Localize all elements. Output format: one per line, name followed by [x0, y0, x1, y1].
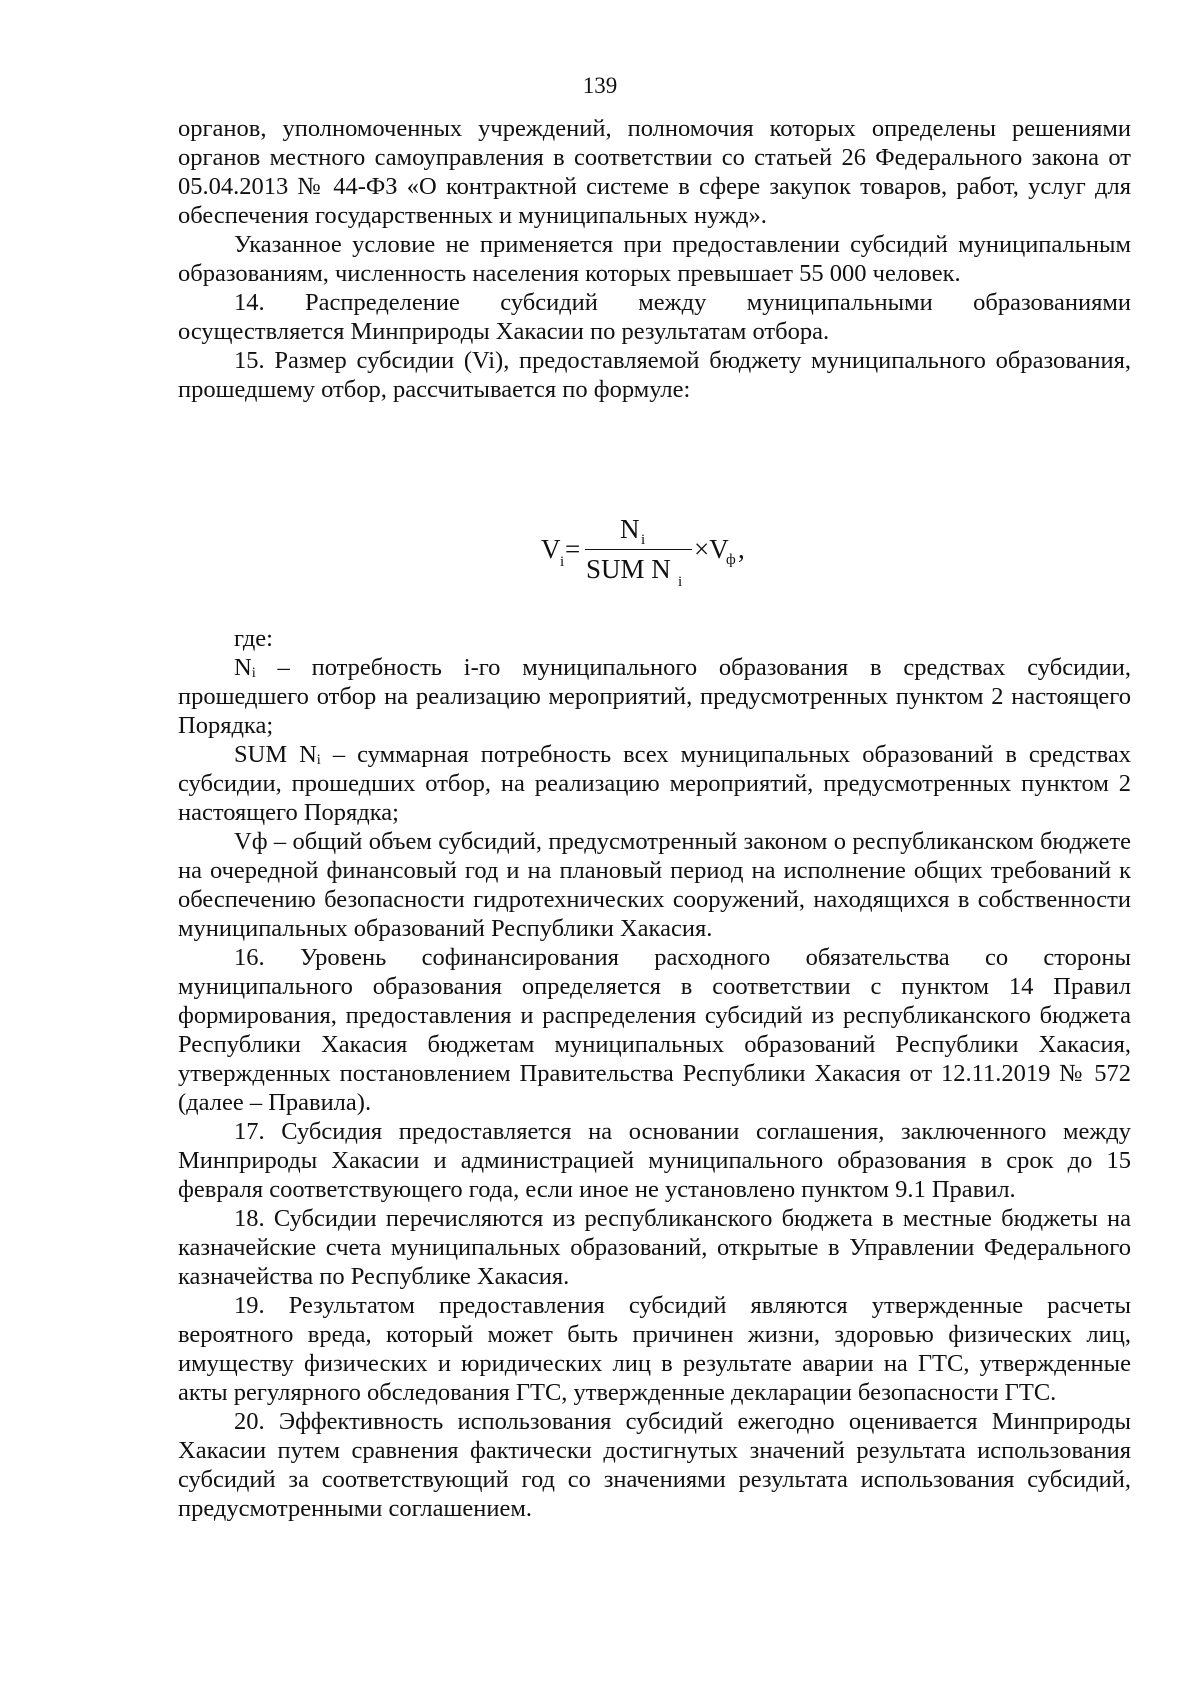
paragraph-where: где:	[234, 625, 273, 652]
paragraph-18: 18. Субсидии перечисляются из республиканского бюджета в местные бюджеты на казначейские счета муниципальных образований, открытые в Управлении Федерального казначейства по Республике Хакасия.	[178, 1205, 1131, 1290]
paragraph-19: 19. Результатом предоставления субсидий являются утвержденные расчеты вероятного вреда, который может быть причинен жизни, здоровью физических лиц, имуществу физических и юридических лиц в результате аварии на ГТС, утвержденные акты регулярного обследования ГТС, утвержденные декларации безопасности ГТС.	[178, 1292, 1131, 1406]
definition-sum-ni: SUM Nᵢ – суммарная потребность всех муниципальных образований в средствах субсидии, прошедших отбор, на реализацию мероприятий, предусмотренных пунктом 2 настоящего Порядка;	[178, 741, 1131, 826]
formula-fraction-bar	[585, 549, 692, 550]
definition-vf: Vф – общий объем субсидий, предусмотренный законом о республиканском бюджете на очередной финансовый год и на плановый период на исполнение общих требований к обеспечению безопасности гидротехнических сооружений, находящихся в собственности муниципальных образований Республики Хакасия.	[178, 828, 1131, 942]
paragraph-14: 14. Распределение субсидий между муниципальными образованиями осуществляется Минприроды Хакасии по результатам отбора.	[178, 289, 1131, 345]
formula-times-v: ×V	[694, 534, 729, 564]
formula-lhs-v: V	[541, 534, 561, 564]
formula-numerator-subscript: i	[641, 532, 646, 548]
formula-rhs-subscript: ф	[726, 552, 736, 568]
paragraph-16: 16. Уровень софинансирования расходного обязательства со стороны муниципального образования определяется в соответствии с пунктом 14 Правил формирования, предоставления и распределения субсидий из республиканского бюджета Республики Хакасия бюджетам муниципальных образований Республики Хакасия, утвержденных постановлением Правительства Республики Хакасия от 12.11.2019 № 572 (далее – Правила).	[178, 944, 1131, 1116]
paragraph-condition-note: Указанное условие не применяется при предоставлении субсидий муниципальным образованиям, численность населения которых превышает 55 000 человек.	[178, 231, 1131, 287]
subsidy-formula	[0, 512, 1200, 592]
formula-lhs-subscript: i	[560, 554, 565, 570]
text-block-bottom	[178, 624, 1131, 1523]
formula-denominator-subscript: i	[678, 574, 683, 590]
definition-ni: Nᵢ – потребность i-го муниципального образования в средствах субсидии, прошедшего отбор на реализацию мероприятий, предусмотренных пунктом 2 настоящего Порядка;	[178, 654, 1131, 739]
text-block-top	[178, 114, 1131, 404]
page-number: 139	[582, 73, 618, 98]
formula-comma: ,	[738, 534, 745, 564]
paragraph-17: 17. Субсидия предоставляется на основании соглашения, заключенного между Минприроды Хакасии и администрацией муниципального образования в срок до 15 февраля соответствующего года, если иное не установлено пунктом 9.1 Правил.	[178, 1118, 1131, 1203]
paragraph-20: 20. Эффективность использования субсидий ежегодно оценивается Минприроды Хакасии путем сравнения фактически достигнутых значений результата использования субсидий за соответствующий год со значениями результата использования субсидий, предусмотренными соглашением.	[178, 1408, 1131, 1522]
formula-numerator-n: N	[620, 514, 640, 544]
paragraph-15: 15. Размер субсидии (Vi), предоставляемой бюджету муниципального образования, прошедшему отбор, рассчитывается по формуле:	[178, 347, 1131, 403]
formula-equals: =	[565, 534, 581, 564]
paragraph-continuation: органов, уполномоченных учреждений, полномочия которых определены решениями органов местного самоуправления в соответствии со статьей 26 Федерального закона от 05.04.2013 № 44-ФЗ «О контрактной системе в сфере закупок товаров, работ, услуг для обеспечения государственных и муниципальных нужд».	[178, 115, 1131, 229]
formula-denominator-sum: SUM N	[586, 554, 671, 584]
